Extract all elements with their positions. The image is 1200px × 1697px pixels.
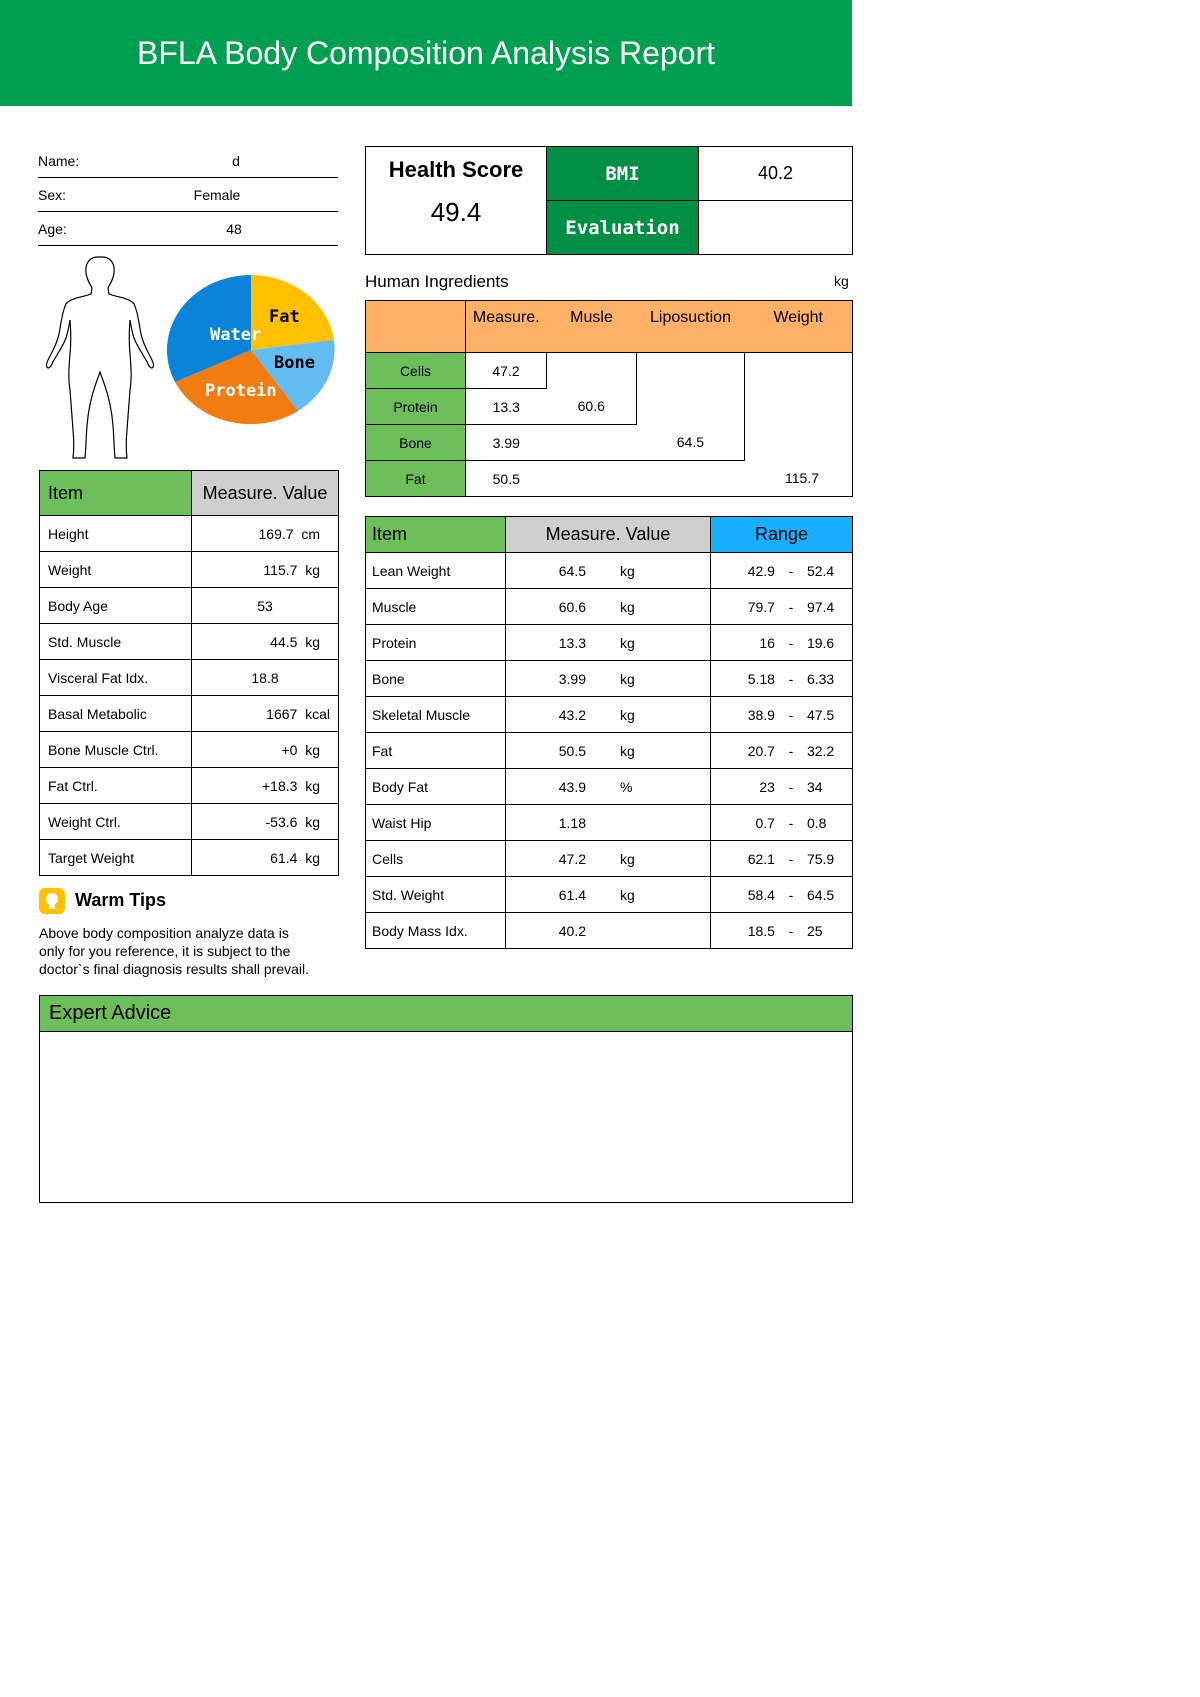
row-item: Body Fat [366,769,506,805]
range-high: 75.9 [801,841,853,877]
row-value: 61.4 [506,877,613,913]
table-row [40,696,339,732]
row-item: Bone [366,661,506,697]
left-header-item: Item [40,471,192,516]
range-high: 0.8 [801,805,853,841]
range-low: 38.9 [710,697,781,733]
range-separator: - [781,553,801,589]
report-title-banner [0,0,852,106]
table-row [40,804,339,840]
ingredients-header-liposuction: Liposuction [637,301,745,353]
range-separator: - [781,841,801,877]
body-silhouette-icon [40,254,160,462]
age-value: 48 [226,221,242,237]
range-low: 5.18 [710,661,781,697]
row-item: Body Mass Idx. [366,913,506,949]
warm-tips-text [39,924,359,978]
table-row [40,840,339,876]
row-item: Visceral Fat Idx. [40,660,192,696]
tips-line: only for you reference, it is subject to the [39,943,291,959]
right-header-item: Item [366,517,506,553]
row-item: Fat [366,733,506,769]
health-score-label: Health Score [388,157,524,182]
range-high: 19.6 [801,625,853,661]
basic-measurements-table [39,470,339,876]
row-value: 61.4 kg [192,840,339,876]
row-value: 13.3 [506,625,613,661]
row-unit: kg [612,841,710,877]
row-value: 1.18 [506,805,613,841]
name-value: d [232,153,240,169]
table-row [366,913,853,949]
row-unit: % [612,769,710,805]
expert-advice-title: Expert Advice [40,996,852,1032]
table-row [366,697,853,733]
range-separator: - [781,697,801,733]
ingredients-fat-measure: 50.5 [466,461,547,497]
ingredients-row-fat: Fat [366,461,466,497]
bmi-value: 40.2 [699,147,853,201]
tips-line: Above body composition analyze data is [39,925,289,941]
ingredients-header-corner [366,301,466,353]
table-row [366,805,853,841]
row-value: -53.6 kg [192,804,339,840]
table-row [40,588,339,624]
row-unit: kg [612,661,710,697]
right-header-value: Measure. Value [506,517,711,553]
range-separator: - [781,661,801,697]
pie-label-bone: Bone [274,353,315,373]
range-low: 18.5 [710,913,781,949]
table-row [366,841,853,877]
row-value: 3.99 [506,661,613,697]
range-separator: - [781,733,801,769]
ingredients-row-cells: Cells [366,353,466,389]
table-row [366,733,853,769]
right-header-range: Range [710,517,852,553]
patient-sex-row [38,178,338,212]
row-unit: kg [612,733,710,769]
row-item: Bone Muscle Ctrl. [40,732,192,768]
range-separator: - [781,805,801,841]
range-separator: - [781,877,801,913]
row-item: Protein [366,625,506,661]
row-value: 115.7 kg [192,552,339,588]
ingredients-cells-measure: 47.2 [466,353,547,389]
ingredients-row-bone: Bone [366,425,466,461]
row-item: Target Weight [40,840,192,876]
ingredients-table [365,300,853,497]
pie-label-protein: Protein [205,381,277,401]
row-unit: kg [612,877,710,913]
ingredients-header-measure: Measure. [466,301,547,353]
table-row [40,552,339,588]
range-high: 32.2 [801,733,853,769]
lightbulb-icon [39,888,65,914]
ingredients-header-weight: Weight [745,301,853,353]
row-value: 43.9 [506,769,613,805]
ingredients-title: Human Ingredients [365,272,509,291]
table-row [40,768,339,804]
row-item: Lean Weight [366,553,506,589]
patient-name-row [38,144,338,178]
range-high: 34 [801,769,853,805]
table-row [366,553,853,589]
warm-tips-title: Warm Tips [75,890,167,910]
range-low: 62.1 [710,841,781,877]
pie-label-fat: Fat [269,307,300,327]
row-value: 43.2 [506,697,613,733]
range-high: 25 [801,913,853,949]
bmi-label: BMI [547,147,699,201]
row-value: 40.2 [506,913,613,949]
composition-pie-chart [166,274,336,426]
range-separator: - [781,589,801,625]
range-separator: - [781,913,801,949]
pie-label-water: Water [210,325,262,345]
table-row [366,661,853,697]
range-low: 23 [710,769,781,805]
table-row [366,625,853,661]
table-row [366,589,853,625]
table-row [40,732,339,768]
patient-age-row [38,212,338,246]
row-value: +18.3 kg [192,768,339,804]
row-unit [612,805,710,841]
row-unit: kg [612,553,710,589]
range-high: 6.33 [801,661,853,697]
row-unit [612,913,710,949]
row-value: 169.7 cm [192,516,339,552]
age-label: Age: [38,221,67,237]
sex-value: Female [193,187,241,203]
ingredients-bone-measure: 3.99 [466,425,547,461]
evaluation-label: Evaluation [547,201,699,255]
analysis-results-table [365,516,853,949]
ingredients-unit: kg [834,273,849,289]
range-separator: - [781,769,801,805]
row-value: 44.5 kg [192,624,339,660]
expert-advice-box [39,995,853,1203]
tips-line: doctor`s final diagnosis results shall prevail. [39,961,310,977]
range-low: 58.4 [710,877,781,913]
row-value: 53 [192,588,339,624]
evaluation-value [699,201,853,255]
row-item: Weight [40,552,192,588]
row-value: 50.5 [506,733,613,769]
range-high: 47.5 [801,697,853,733]
row-value: 1667 kcal [192,696,339,732]
health-score-cell [366,147,547,255]
ingredients-musle-value: 60.6 [547,389,637,425]
row-value: +0 kg [192,732,339,768]
row-item: Fat Ctrl. [40,768,192,804]
range-separator: - [781,625,801,661]
ingredients-protein-measure: 13.3 [466,389,547,425]
row-value: 60.6 [506,589,613,625]
row-unit: kg [612,589,710,625]
row-item: Basal Metabolic [40,696,192,732]
row-item: Cells [366,841,506,877]
table-row [40,624,339,660]
range-low: 0.7 [710,805,781,841]
row-item: Muscle [366,589,506,625]
table-row [40,516,339,552]
row-value: 18.8 [192,660,339,696]
name-label: Name: [38,153,80,169]
table-row [366,769,853,805]
sex-label: Sex: [38,187,67,203]
row-unit: kg [612,697,710,733]
range-high: 97.4 [801,589,853,625]
table-row [40,660,339,696]
range-low: 20.7 [710,733,781,769]
ingredients-weight-value: 115.7 [745,461,853,497]
report-title: BFLA Body Composition Analysis Report [136,34,716,71]
health-score-table [365,146,853,255]
left-header-value: Measure. Value [192,471,339,516]
row-item: Std. Weight [366,877,506,913]
range-high: 64.5 [801,877,853,913]
row-item: Body Age [40,588,192,624]
row-item: Std. Muscle [40,624,192,660]
row-item: Height [40,516,192,552]
range-low: 79.7 [710,589,781,625]
row-item: Weight Ctrl. [40,804,192,840]
row-unit: kg [612,625,710,661]
ingredients-header-musle: Musle [547,301,637,353]
expert-advice-text [40,1032,852,1048]
row-value: 64.5 [506,553,613,589]
range-low: 16 [710,625,781,661]
ingredients-liposuction-value: 64.5 [637,425,745,461]
ingredients-row-protein: Protein [366,389,466,425]
row-value: 47.2 [506,841,613,877]
range-low: 42.9 [710,553,781,589]
range-high: 52.4 [801,553,853,589]
table-row [366,877,853,913]
health-score-value: 49.4 [430,197,482,227]
row-item: Waist Hip [366,805,506,841]
row-item: Skeletal Muscle [366,697,506,733]
